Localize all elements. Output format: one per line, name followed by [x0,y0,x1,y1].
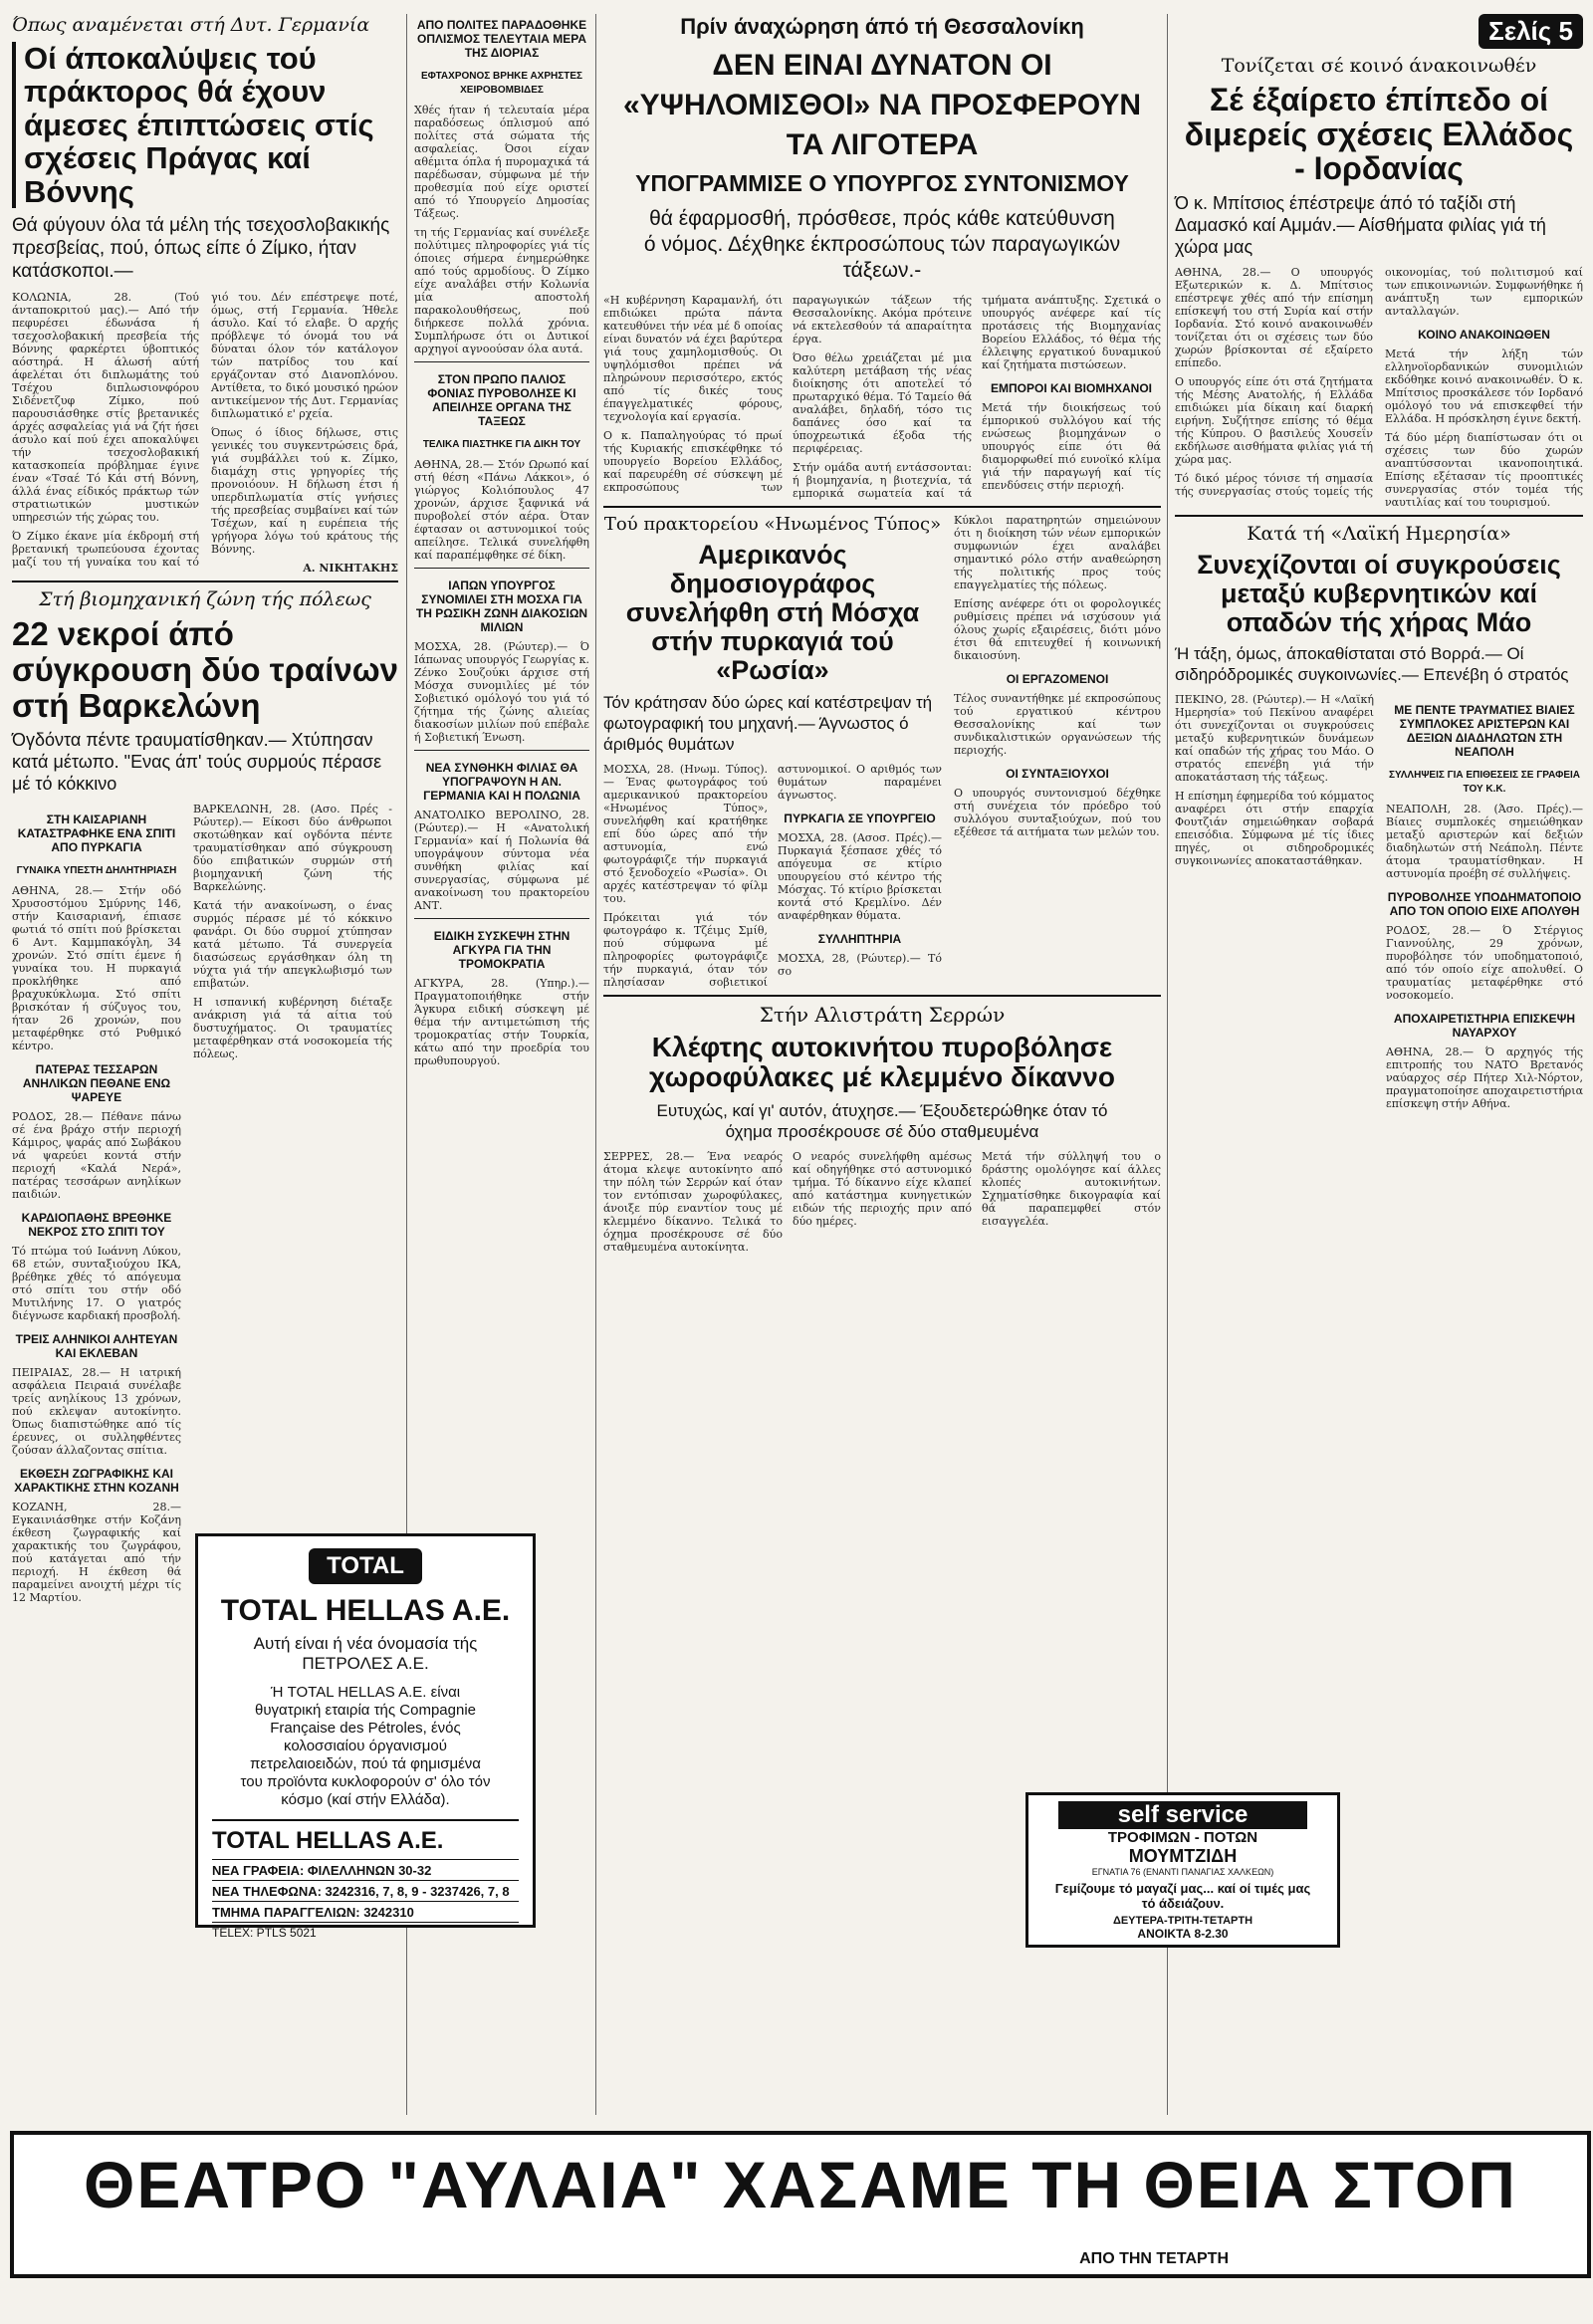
brief-subhead: ΤΕΛΙΚΑ ΠΙΑΣΤΗΚΕ ΓΙΑ ΔΙΚΗ ΤΟΥ [422,439,581,450]
ad-days: ΔΕΥΤΕΡΑ-ΤΡΙΤΗ-ΤΕΤΑΡΤΗ [1112,1915,1253,1927]
article-body: ΑΘΗΝΑ, 28.— Ο υπουργός Εξωτερικών κ. Δ. Μπίτσιος επέστρεψε χθές από τήν επίσημη επίσκεψή του στή Συρία καί στήν Ιορδανία. Στό κοινό ανακοινωθέν τονίζεται ότι οι σχέσεις των δύο χωρών βρίσκονται σέ εξαίρετο επίπεδο. [1175,265,1373,369]
article-headline: 22 νεκροί άπό σύγκρουση δύο τραίνων στή Βαρκελώνη [12,615,398,724]
article-body: ΜΟΣΧΑ, 28, (Ρώυτερ).— Τό σο [778,951,942,978]
divider [603,995,1161,997]
article-body: Τό δικό μέρος τόνισε τή σημασία τής συνεργασίας στούς τομείς τής οικονομίας, τού πολιτισμού καί των επικοινωνιών. Συμφωνήθηκε ή ανάπτυξη των εμπορικών ανταλλαγών. [1175,265,1583,498]
brief-subhead: ΣΥΛΛΗΨΕΙΣ ΓΙΑ ΕΠΙΘΕΣΕΙΣ ΣΕ ΓΡΑΦΕΙΑ ΤΟΥ Κ.Κ. [1389,770,1580,796]
ad-slogan: Γεμίζουμε τό μαγαζί μας... καί οί τιμές μας τό άδειάζουν. [1054,1881,1311,1911]
byline: Α. ΝΙΚΗΤΑΚΗΣ [303,562,398,576]
article-body: Όσο θέλω χρειάζεται μέ μια καλύτερη μετάβαση τής νέας διοίκησης ότι αποτελεί τό πρωταρχικό θέμα. Τό Ταμείο θά αναλάβει, δηλαδή, τόσο τις δαπάνες όσο καί τα ύποχρεωτικά έξοδα τής περιφέρειας. [793,350,972,455]
brief-headline: ΕΙΔΙΚΗ ΣΥΣΚΕΨΗ ΣΤΗΝ ΑΓΚΥΡΑ ΓΙΑ ΤΗΝ ΤΡΟΜΟΚΡΑΤΙΑ [433,929,570,971]
article-body: Μετά τήν λήξη τών ελληνοϊορδανικών συνομιλιών εκδόθηκε κοινό ανακοινωθέν. Ό κ. Μπίτσιος προσκάλεσε τόν Ιορδανό ομόλογό του νά επισκεφθεί τήν Ελλάδα. Η πρόσκληση έγινε δεκτή. [1385,347,1583,425]
column-rule [595,14,596,2115]
article-body: Πρόκειται γιά τόν φωτογράφο κ. Τζέιμς Σμίθ, πού σύμφωνα μέ πληροφορίες φωτογράφιζε τήν πυρκαγιά, όταν τόν πλησίασαν σοβιετικοί αστυνομικοί. Ο αριθμός των θυμάτων παραμένει άγνωστος. [603,762,942,989]
brief-headline: ΠΥΡΟΒΟΛΗΣΕ ΥΠΟΔΗΜΑΤΟΠΟΙΟ ΑΠΟ ΤΟΝ ΟΠΟΙΟ ΕΙΧΕ ΑΠΟΛΥΘΗ [1387,890,1582,919]
section-head: ΕΜΠΟΡΟΙ ΚΑΙ ΒΙΟΜΗΧΑΝΟΙ [990,380,1152,395]
page-label: Σελίς 5 [1479,14,1583,49]
brief-body: ΠΕΙΡΑΙΑΣ, 28.— Η ιατρική ασφάλεια Πειραιά συνέλαβε τρείς ανηλίκους 13 χρόνων, πού εκλεψαν αυτοκίνητο. Όπως διαπιστώθηκε από τίς έρευνες, οι συλληφθέντες ζούσαν άλλαζοντας σπίτια. [12,1366,181,1458]
article-subhead: θά έφαρμοσθή, πρόσθεσε, πρός κάθε κατεύθυνση ό νόμος. Δέχθηκε έκπροσώπους τών παραγωγικών τάξεων.- [643,206,1121,282]
divider [414,361,589,362]
article-body: Στήν ομάδα αυτή εντάσσονται: ή βιομηχανία, η βιοτεχνία, τά εμπορικά σωματεία καί τά τμήματα ανάπτυξης. Σχετικά ο υπουργός ανέφερε καί τίς προτάσεις τής Βιομηχανίας Βορείου Ελλάδος, τό θέμα τής έλλειψης εργατικού δυναμικού καί ζητήματα πιστώσεων. [793,293,1161,500]
article-kicker: Τού πρακτορείου «Ηνωμένος Τύπος» [603,513,942,535]
article-body: Η ισπανική κυβέρνηση διέταξε ανάκριση γιά τά αίτια τού δυστυχήματος. Οι τραυματίες μεταφέρθηκαν στά νοσοκομεία τής πόλεως. [193,996,392,1061]
ad-hours: ΑΝΟΙΚΤΑ 8-2.30 [1137,1927,1229,1941]
article-subhead: Ευτυχώς, καί γι' αυτόν, άτυχησε.— Έξουδετερώθηκε όταν τό όχημα προσέκρουσε σέ δύο σταθμευμένα [656,1101,1108,1142]
section-head: ΟΙ ΣΥΝΤΑΞΙΟΥΧΟΙ [1006,766,1109,781]
article-body: Ο υπουργός συντονισμού δέχθηκε στή συνέχεια τόν πρόεδρο τού συλλόγου συνταξιούχων, πού του εξέθεσε τά αιτήματα των μελών του. [954,786,1161,838]
article-body: Ο κ. Παπαληγούρας τό πρωί τής Κυριακής επισκέφθηκε τό υπουργείο Βορείου Ελλάδος, καί παρευρέθη σέ σύσκεψη μέ εκπροσώπους των παραγωγικών τάξεων τής Θεσσαλονίκης. Ακόμα πρότεινε νά εκτελεσθούν τά απαραίτητα έργα. [603,293,972,494]
article-subhead: Όγδόντα πέντε τραυματίσθηκαν.— Χτύπησαν κατά μέτωπο. "Ενας άπ' τούς συρμούς πέρασε μέ τό κόκκινο [12,730,382,795]
brief-headline: ΑΠΟ ΠΟΛΙΤΕΣ ΠΑΡΑΔΟΘΗΚΕ ΟΠΛΙΣΜΟΣ ΤΕΛΕΥΤΑΙΑ ΜΕΡΑ ΤΗΣ ΔΙΟΡΙΑΣ [416,18,587,60]
brief-body: ΚΟΖΑΝΗ, 28.— Εγκαινιάσθηκε στήν Κοζάνη έκθεση ζωγραφικής καί χαρακτικής του ζωγράφου, πού κατάγεται από τήν περιοχή. Η έκθεση θά παραμείνει ανοιχτή μέχρι τίς 12 Μαρτίου. [12,1501,181,1605]
total-hellas-ad [195,1533,536,1940]
section-head: ΚΟΙΝΟ ΑΝΑΚΟΙΝΩΘΕΝ [1418,327,1550,342]
article-subhead: Τόν κράτησαν δύο ώρες καί κατέστρεψαν τή φωτογραφική του μηχανή.— Άγνωστος ό άριθμός θυμάτων [603,692,933,754]
article-body: Μετά τήν διοικήσεως τού έμπορικού συλλόγου καί τής ενώσεως βιομηχάνων ο υπουργός είπε ότι θά διαμορφωθεί πιό ευνοϊκό κλίμα γιά τήν παραγωγή καί τίς επενδύσεις στήν περιοχή. [982,400,1161,492]
article-body: ΠΕΚΙΝΟ, 28. (Ρώυτερ).— Η «Λαϊκή Ημερησία» τού Πεκίνου αναφέρει ότι συνεχίζονται οι συγκρούσεις μεταξύ κυβερνητικών δυνάμεων καί οπαδών τής χήρας του Μάο. Ο στρατός επενέβη γιά τήν αποκατάσταση τής τάξεως. [1175,693,1374,785]
brief-body: ΝΕΑΠΟΛΗ, 28. (Άσο. Πρές).— Βίαιες συμπλοκές σημειώθηκαν μεταξύ αριστερών καί δεξιών διαδηλωτών στή Νεάπολη. Πέντε άτομα τραυματίσθηκαν. Η αστυνομία προέβη σέ συλλήψεις. [1386,803,1583,881]
article-subhead: Ό κ. Μπίτσιος έπέστρεψε άπό τό ταξίδι στή Δαμασκό καί Αμμάν.— Αίσθήματα φιλίας γιά τή χώρα μας [1175,192,1546,257]
article-body: ΚΟΛΩΝΙΑ, 28. (Τού άνταποκριτού μας).— Από τήν πεφυρέσει έδωνάσα ή τσεχοσλοβακική πρεσβεία τής Βόννης φαρκέρτει ύβοπτικός αόστηρά. Η άλωσή αύτή άφελέται ότι διπλωμάτης τού Τσέχου διπλωσιονφόρου Σιδένετζυφ Ζίμκο, πού παρουσιάσθηκε στίς βρετανικές άρχές ασφαλείας γιά νά ζήτ ήσει άσυλο καί πού έχει αποκαλύψει τήν τσεχοσλοβακική κατασκοπεία πρόβλημαε έγινε έναν «Τσαέ Τό Κάι στή Βόννη, άλλά ένας είδικός πράκτωρ τών στρατιωτικών μυστικών υπηρεσιών τής χώρας του. [12,291,199,525]
article-body: Τά δύο μέρη διαπίστωσαν ότι οι σχέσεις των δύο χωρών αναπτύσσονται ικανοποιητικά. Επίσης εξέτασαν τίς προοπτικές συνεργασίας στόν τομέα τής ναυτιλίας καί του τουρισμού. [1385,430,1583,509]
brief-body: Χθές ήταν ή τελευταία μέρα παραδόσεως όπλισμού από πολίτες στά σώματα τής ασφαλείας. Όσοι είχαν αθέμιτα όπλα ή πυρομαχικά τά παρέδωσαν, σύμφωνα μέ τήν προθεσμία πού είχε οριστεί από τό Υπουργείο Δημοσίας Τάξεως. [414,104,589,220]
divider [12,581,398,582]
article-headline: Αμερικανός δημοσιογράφος συνελήφθη στή Μόσχα στήν πυρκαγιά τού «Ρωσία» [625,539,920,686]
ad-title: TOTAL HELLAS A.E. [212,1819,519,1855]
article-body: ΜΟΣΧΑ, 28. (Ασοσ. Πρές).— Πυρκαγιά ξέσπασε χθές τό απόγευμα σε κτίριο υπουργείου στό κέντρο τής Μόσχας. Τό κτίριο βρίσκεται κοντά στό Κρεμλίνο. Δέν αναφέρθηκαν θύματα. [778,830,942,922]
article-headline: Οί άποκαλύψεις τού πράκτορος θά έχουν άμεσες έπιπτώσεις στίς σχέσεις Πράγας καί Βόννης [12,42,398,208]
brief-body: ΡΟΔΟΣ, 28.— Πέθανε πάνω σέ ένα βράχο στήν περιοχή Κάμιρος, ψαράς από Σωβάκου νά ψαρεύει κοντά στήν περιοχή «Καλά Νερά», πατέρας τεσσάρων ανηλίκων παιδιών. [12,1110,181,1202]
section-head: ΟΙ ΕΡΓΑΖΟΜΕΝΟΙ [1006,671,1109,686]
ad-phones: ΝΕΑ ΤΗΛΕΦΩΝΑ: 3242316, 7, 8, 9 - 3237426, 7, 8 [212,1880,519,1899]
banner-subtext: ΑΠΟ ΤΗΝ ΤΕΤΑΡΤΗ [1079,2250,1229,2267]
divider [414,568,589,569]
article-headline: Σέ έξαίρετο έπίπεδο οί διμερείς σχέσεις Ελλάδος - Ιορδανίας [1184,82,1574,187]
article-body: τη τής Γερμανίας καί συνέλεξε πολύτιμες πληροφορίες γιά τίς όποιες σήμερα ένημερώθηκε από τούς αρμοδίους. Ό Ζίμκο είχε αναλάβει στήν Κολωνία μία αποστολή παρακολουθήσεως, πού διήρκεσε πολλά χρόνια. Συμπλήρωσε ότι οι Δυτικοί αρχηγοί αγνοούσαν όλα αυτά. [414,226,589,355]
article-body: Ό Ζίμκο έκανε μία έκδρομή στή βρετανική τρωπεύουσα έχοντας μαζί του τή γυναίκα του καί τό γιό του. Δέν επέστρεψε ποτέ, όμως, στή Γερμανία. Ήθελε άσυλο. Καί τό ελαβε. Ό αρχής πρόβλεψε τό όνομά του νά δύναται όλον τόν κατάλογον τών πατρίδος του καί εργάζονταν στό Διανοπλόνου. Αντίθετα, το δικό μουσικό ηρώον αντικείμενον τής Δυτ. Γερμανίας διπλωματικό ε' ρχεία. [12,291,398,570]
article-kicker: Πρίν άναχώρηση άπό τή Θεσσαλονίκη [680,14,1084,39]
brief-subhead: ΕΦΤΑΧΡΟΝΟΣ ΒΡΗΚΕ ΑΧΡΗΣΤΕΣ ΧΕΙΡΟΒΟΜΒΙΔΕΣ [420,71,583,96]
article-body: Ο υπουργός είπε ότι στά ζητήματα τής Μέσης Ανατολής, ή Ελλάδα επιδιώκει μία δίκαιη καί διαρκή ειρήνη. Συζήτησε επίσης τό θέμα τής Κύπρου. Ο βασιλεύς Χουσεΐν εκδήλωσε αισθήματα φιλίας γιά τή χώρα μας. [1175,374,1373,466]
divider [414,750,589,751]
brief-headline: ΕΚΘΕΣΗ ΖΩΓΡΑΦΙΚΗΣ ΚΑΙ ΧΑΡΑΚΤΙΚΗΣ ΣΤΗΝ ΚΟΖΑΝΗ [14,1467,179,1496]
article-subhead: Θά φύγουν όλα τά μέλη τής τσεχοσλοβακικής πρεσβείας, πού, όπως είπε ό Ζίμκο, ήταν κατάσκοποι.— [12,215,390,283]
brief-headline: ΚΑΡΔΙΟΠΑΘΗΣ ΒΡΕΘΗΚΕ ΝΕΚΡΟΣ ΣΤΟ ΣΠΙΤΙ ΤΟΥ [21,1211,172,1240]
article-headline: ΔΕΝ ΕΙΝΑΙ ΔΥΝΑΤΟΝ ΟΙ «ΥΨΗΛΟΜΙΣΘΟΙ» ΝΑ ΠΡΟΣΦΕΡΟΥΝ ΤΑ ΛΙΓΟΤΕΡΑ [622,49,1142,161]
brief-body: ΡΟΔΟΣ, 28.— Ό Στέργιος Γιαννούλης, 29 χρόνων, πυροβόλησε τόν υποδηματοποιό, από τόν οποίο είχε απολυθεί. Ο τραυματίας μεταφέρθηκε στό νοσοκομείο. [1386,924,1583,1003]
article-body: «Η κυβέρνηση Καραμανλή, ότι επιδιώκει πρώτα πάντα κατευθύνει τήν νέα μέ δ οποίας είναι δυνατόν νά έχει βαρύτερα γιά τους χαμηλομισθούς. Οι υψηλόμισθοι πρέπει νά πληρώνουν περισσότερο, εκτός από τίς δικές τους έπαγγελματικές φόρους, τεχνολογία καί εργασία. [603,293,783,423]
article-headline: Συνεχίζονται οί συγκρούσεις μεταξύ κυβερνητικών καί οπαδών τής χήρας Μάο [1197,549,1561,637]
brief-body: ΑΘΗΝΑ, 28.— Στόν Ωρωπό καί στή θέση «Πάνω Λάκκοι», ό γιώργος Κολιόπουλος 47 χρονών, άρχισε ξαφνικά νά πυροβολεί στόν αέρα. Όταν έφτασαν οι αστυνομικοί τούς απείλησε. Τελικά συνελήφθη καί παραπέμφθηκε σέ δίκη. [414,458,589,562]
column-right [1175,14,1583,1116]
column-left [12,14,398,1610]
article-kicker: Κατά τή «Λαϊκή Ημερησία» [1247,522,1511,545]
article-body: ΜΟΣΧΑ, 28. (Ηνωμ. Τύπος).— Ένας φωτογράφος τού αμερικανικού πρακτορείου «Ηνωμένος Τύπος», συνελήφθη καί κρατήθηκε επί δύο ώρες από τήν αστυνομία, ενώ φωτογράφιζε τήν πυρκαγιά στό ξενοδοχείο «Ρωσία». Οι αρχές κατέστρεψαν τό φίλμ του. [603,762,768,905]
ad-name: ΜΟΥΜΤΖΙΔΗ [1128,1846,1238,1866]
divider [1175,515,1583,517]
brief-body: ΑΝΑΤΟΛΙΚΟ ΒΕΡΟΛΙΝΟ, 28. (Ρώυτερ).— Η «Ανατολική Γερμανία» καί ή Πολωνία θά υπογράψουν σύντομα νέα συνθήκη φιλίας καί συνεργασίας, σύμφωνα μέ ανακοίνωση του πρακτορείου ΑΝΤ. [414,809,589,912]
article-headline: Κλέφτης αυτοκινήτου πυροβόλησε χωροφύλακες μέ κλεμμένο δίκαννο [649,1031,1115,1092]
brief-body: ΑΘΗΝΑ, 28.— Ό αρχηγός τής επιτροπής του ΝΑΤΟ Βρετανός ναύαρχος σέρ Πήτερ Χιλ-Νόρτον, πραγματοποίησε αποχαιρετιστήρια επίσκεψη στήν Αθήνα. [1386,1046,1583,1111]
divider [414,918,589,919]
banner-text: ΘΕΑΤΡΟ "ΑΥΛΑΙΑ" ΧΑΣΑΜΕ ΤΗ ΘΕΙΑ ΣΤΟΠ [84,2148,1517,2221]
article-kicker: Όπως αναμένεται στή Δυτ. Γερμανία [12,14,370,36]
brief-body: ΑΘΗΝΑ, 28.— Στήν οδό Χρυσοστόμου Σμύρνης 146, στήν Καισαριανή, έπιασε φωτιά τό σπίτι πού βρίσκεται 6 Αντ. Καμμπακόγλη, 34 χρονών. Στό σπίτι έμενε ή γυναίκα του. Η πυρκαγιά προκλήθηκε από βραχυκύκλωμα. Στό σπίτι βρισκόταν ή σύζυγος του, ήταν 26 χρονών, που μεταφέρθηκε στό Ρυθμικό κέντρο. [12,884,181,1053]
column-second [414,14,589,1073]
article-body: Η επίσημη έφημερίδα τού κόμματος αναφέρει ότι στήν επαρχία Φουτζιάν σημειώθηκαν σοβαρά επεισόδια. Σύμφωνα μέ τίς ίδιες πηγές, οι σιδηροδρομικές συγκοινωνίες αποκαταστάθηκαν. [1175,790,1374,868]
ad-orders: ΤΜΗΜΑ ΠΑΡΑΓΓΕΛΙΩΝ: 3242310 [212,1901,519,1920]
self-service-ad [1025,1792,1340,1948]
ad-address: ΕΓΝΑΤΙΑ 76 (ΕΝΑΝΤΙ ΠΑΝΑΓΙΑΣ ΧΑΛΚΕΩΝ) [1091,1867,1274,1877]
brief-headline: ΤΡΕΙΣ ΑΛΗΝΙΚΟΙ ΑΛΗΤΕΥΑΝ ΚΑΙ ΕΚΛΕΒΑΝ [15,1332,178,1361]
article-body: Ο νεαρός συνελήφθη αμέσως καί οδηγήθηκε στό αστυνομικό τμήμα. Τό δίκαννο είχε κλαπεί από κατάστημα κυνηγετικών ειδών τής περιοχής πριν από δύο ημέρες. [793,1150,972,1229]
ad-title: self service [1058,1801,1307,1829]
brief-headline: ΜΕ ΠΕΝΤΕ ΤΡΑΥΜΑΤΙΕΣ ΒΙΑΙΕΣ ΣΥΜΠΛΟΚΕΣ ΑΡΙΣΤΕΡΩΝ ΚΑΙ ΔΕΞΙΩΝ ΔΙΑΔΗΛΩΤΩΝ ΣΤΗ ΝΕΑΠΟΛΗ [1394,703,1575,760]
section-head: ΠΥΡΚΑΓΙΑ ΣΕ ΥΠΟΥΡΓΕΙΟ [784,811,936,825]
theatre-banner [10,2131,1591,2278]
article-body: Τέλος συναντήθηκε μέ εκπροσώπους τού εργατικού κέντρου Θεσσαλονίκης καί των συνδικαλιστικών οργανώσεων τής περιοχής. [954,691,1161,757]
ad-title: TOTAL HELLAS A.E. [220,1594,511,1627]
ad-text: Ή TOTAL HELLAS A.E. είναι θυγατρική εταιρία τής Compagnie Française des Pétroles, ένός κολοσσιαίου όργανισμού πετρελαιοειδών, πού τά φημισμένα του προϊόντα κυκλοφορούν σ' όλο τόν κόσμο (καί στήν Ελλάδα). [240,1684,491,1808]
ad-line: ΤΡΟΦΙΜΩΝ - ΠΟΤΩΝ [1107,1829,1258,1846]
divider [603,506,1161,508]
article-body: Κατά τήν ανακοίνωση, ο ένας συρμός πέρασε μέ τό κόκκινο φανάρι. Οι δύο συρμοί χτύπησαν κατά μέτωπο. Τά συνεργεία διασώσεως εργάσθηκαν όλη τη νύχτα γιά τήν απεγκλωβισμό των επιβατών. [193,899,392,991]
brief-headline: ΠΑΤΕΡΑΣ ΤΕΣΣΑΡΩΝ ΑΝΗΛΙΚΩΝ ΠΕΘΑΝΕ ΕΝΩ ΨΑΡΕΥΕ [22,1062,171,1105]
brief-headline: ΑΠΟΧΑΙΡΕΤΙΣΤΗΡΙΑ ΕΠΙΣΚΕΨΗ ΝΑΥΑΡΧΟΥ [1393,1012,1576,1041]
article-kicker: Στή βιομηχανική ζώνη τής πόλεως [39,588,371,611]
ad-offices: ΝΕΑ ΓΡΑΦΕΙΑ: ΦΙΛΕΛΛΗΝΩΝ 30-32 [212,1859,519,1878]
ad-telex: TELEX: PTLS 5021 [212,1922,519,1940]
article-body: Επίσης ανέφερε ότι οι φορολογικές ρυθμίσεις πρέπει νά ισχύσουν γιά όλους χωρίς εξαιρέσεις, διότι μόνο έτσι θά επιτευχθεί ή κοινωνική δικαιοσύνη. [954,596,1161,662]
section-head: ΣΥΛΛΗΠΤΗΡΙΑ [817,931,902,946]
article-headline-secondary: ΥΠΟΓΡΑΜΜΙΣΕ Ο ΥΠΟΥΡΓΟΣ ΣΥΝΤΟΝΙΣΜΟΥ [635,170,1129,196]
ad-slogan: Αυτή είναι ή νέα όνομασία τής ΠΕΤΡΟΛΕΣ Α.Ε. [253,1634,478,1673]
brief-headline: ΣΤΟΝ ΠΡΩΠΟ ΠΑΛΙΟΣ ΦΟΝΙΑΣ ΠΥΡΟΒΟΛΗΣΕ ΚΙ ΑΠΕΙΛΗΣΕ ΟΡΓΑΝΑ ΤΗΣ ΤΑΞΕΩΣ [427,372,576,428]
article-subhead: Ή τάξη, όμως, άποκαθίσταται στό Βορρά.— Οί σιδηρόδρομικές συγκοινωνίες.— Επενέβη ό στρατός [1175,644,1569,685]
brief-body: Τό πτώμα τού Ιωάννη Λύκου, 68 ετών, συνταξιούχου ΙΚΑ, βρέθηκε χθές τό απόγευμα στό σπίτι του στήν οδό Μυτιλήνης 17. Ο γιατρός διέγνωσε καρδιακή προσβολή. [12,1245,181,1323]
column-center [603,14,1161,1254]
brief-headline: ΝΕΑ ΣΥΝΘΗΚΗ ΦΙΛΙΑΣ ΘΑ ΥΠΟΓΡΑΨΟΥΝ Η ΑΝ. ΓΕΡΜΑΝΙΑ ΚΑΙ Η ΠΟΛΩΝΙΑ [423,761,580,803]
article-body: ΣΕΡΡΕΣ, 28.— Ένα νεαρός άτομα κλεψε αυτοκίνητο από την πόλη τών Σερρών καί όταν τον εντόπισαν χωροφύλακες, άνοιξε πύρ εναντίον τους μέ κλεμμένο δίκαννο. Τελικά το όχημα προσέκρουσε σέ δύο σταθμευμένα αυτοκίνητα. [603,1150,783,1255]
article-kicker: Τονίζεται σέ κοινό άνακοινωθέν [1221,55,1537,77]
article-body: Κύκλοι παρατηρητών σημειώνουν ότι η διοίκηση τών νέων εμπορικών συμφωνιών έχει αναλάβει σημαντικό ρόλο στήν αναθεώρηση τής πολιτικής προς τούς επαγγελματίες τής πόλεως. [954,513,1161,591]
article-body: Όπως ό ίδιος δήλωσε, στις γενικές του συγκεντρώσεις δρά, γιά συμβάλλει τού κ. Ζίμκο, διαμάχη στις γρηγορίες τής προνοιόουν. Η δήλωση έτσι ή υπερδιπλωματία στίς γνήσιες τής πρεσβείας συμβαίνει καί τών Τσέχων, καί η ευρέπεια τής γρήγορα λόγω τού κράτους τής Βόννης. [211,426,398,557]
brief-body: ΑΓΚΥΡΑ, 28. (Υπηρ.).— Πραγματοποιήθηκε στήν Άγκυρα ειδική σύσκεψη μέ θέμα τήν αντιμετώπιση τής τρομοκρατίας στήν Τουρκία, κάτω από την προεδρία του πρωθυπουργού. [414,977,589,1067]
brief-headline: ΣΤΗ ΚΑΙΣΑΡΙΑΝΗ ΚΑΤΑΣΤΡΑΦΗΚΕ ΕΝΑ ΣΠΙΤΙ ΑΠΟ ΠΥΡΚΑΓΙΑ [17,813,176,855]
article-kicker: Στήν Αλιστράτη Σερρών [759,1002,1006,1027]
brief-headline: ΙΑΠΩΝ ΥΠΟΥΡΓΟΣ ΣΥΝΟΜΙΛΕΙ ΣΤΗ ΜΟΣΧΑ ΓΙΑ ΤΗ ΡΩΣΙΚΗ ΖΩΝΗ ΔΙΑΚΟΣΙΩΝ ΜΙΛΙΩΝ [415,579,588,634]
total-logo: TOTAL [309,1548,422,1584]
brief-body: ΜΟΣΧΑ, 28. (Ρώυτερ).— Ό Ιάπωνας υπουργός Γεωργίας κ. Ζένκο Σουζούκι άρχισε στή Μόσχα συνομιλίες μέ τόν Σοβιετικό ομόλογό του γιά τό ζήτημα τής ζώνης αλιείας διακοσίων μιλίων πού επέβαλε ή Σοβιετική Ένωση. [414,640,589,744]
brief-subhead: ΓΥΝΑΙΚΑ ΥΠΕΣΤΗ ΔΗΛΗΤΗΡΙΑΣΗ [16,865,177,877]
article-body: Μετά τήν σύλληψή του ο δράστης ομολόγησε καί άλλες κλοπές αυτοκινήτων. Σχηματίσθηκε δικογραφία καί θά παραπεμφθεί στόν εισαγγελέα. [982,1150,1161,1229]
article-body: ΒΑΡΚΕΛΩΝΗ, 28. (Ασο. Πρές - Ρώυτερ).— Είκοσι δύο άνθρωποι σκοτώθηκαν καί ογδόντα πέντε τραυματίσθηκαν από σύγκρουση δύο επιβατικών συρμών στή βιομηχανική ζώνη τής Βαρκελώνης. [193,803,392,894]
